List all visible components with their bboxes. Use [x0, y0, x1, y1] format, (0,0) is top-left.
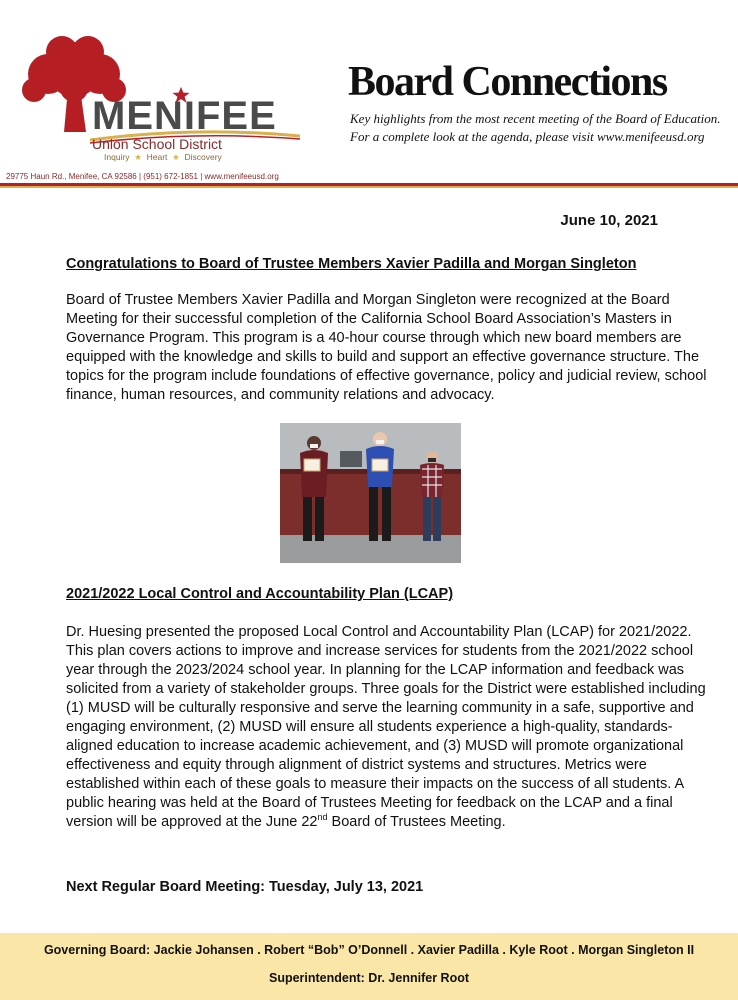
newsletter-tagline: Key highlights from the most recent meeting of the Board of Education. For a complete look at the agenda, please visit www.menifeeusd.org: [350, 111, 721, 144]
lcap-body-superscript: nd: [317, 812, 328, 823]
value-heart: Heart: [146, 152, 168, 162]
footer-banner: [0, 933, 738, 1000]
value-inquiry: Inquiry: [104, 152, 130, 162]
section-body-lcap: [66, 623, 714, 832]
section-heading-lcap: 2021/2022 Local Control and Accountability Plan (LCAP): [66, 586, 454, 602]
value-discovery: Discovery: [184, 152, 222, 162]
superintendent: Superintendent: Dr. Jennifer Root: [268, 971, 469, 985]
board-members-photo-image: [280, 423, 461, 563]
section-body-congratulations: Board of Trustee Members Xavier Padilla and Morgan Singleton were recognized at the Board Meeting for their successful completion of the California School Board Association’s Masters in Governance Program. This program is a 40-hour course through which new board members are equipped with the knowledge and skills to build and support an effective governance structure. The topics for the program include foundations of effective governance, policy and judicial review, school finance, human resources, and community relations and advocacy.: [66, 292, 707, 403]
newsletter-title: Board Connections: [348, 59, 667, 105]
logo-values: Inquiry ★ Heart ★ Discovery: [104, 152, 222, 162]
board-members-photo: [280, 423, 461, 563]
header-rule-gold: [0, 186, 738, 188]
next-meeting: Next Regular Board Meeting: Tuesday, July 13, 2021: [66, 879, 424, 895]
lcap-body-text: Dr. Huesing presented the proposed Local Control and Accountability Plan (LCAP) for 2021/2022. This plan covers actions to improve and increase services for students from the 2021/2022 school year through the 2023/2024 school year. In planning for the LCAP information and feedback was solicited from a variety of stakeholder groups. Three goals for the District were established including (1) MUSD will be culturally responsive and serve the learning community in a safe, supportive and engaging environment, (2) MUSD will ensure all students experience a high-quality, standards-aligned education to increase academic achievement, and (3) MUSD will promote organizational effectiveness and equity through alignment of district systems and structures. Metrics were established within each of these goals to measure their impacts on the success of all students. A public hearing was held at the Board of Trustees Meeting for feedback on the LCAP and a final version will be approved at the June 22: [66, 624, 706, 830]
governing-board-list: Governing Board: Jackie Johansen . Robert “Bob” O’Donnell . Xavier Padilla . Kyle Root . Morgan Singleton II: [43, 943, 695, 957]
issue-date: June 10, 2021: [560, 212, 658, 229]
masthead: [0, 0, 738, 190]
logo-district-name: Union School District: [92, 136, 222, 152]
lcap-body-end: Board of Trustees Meeting.: [327, 814, 506, 830]
district-address: 29775 Haun Rd., Menifee, CA 92586 | (951) 672-1851 | www.menifeeusd.org: [6, 172, 279, 181]
section-heading-congratulations: Congratulations to Board of Trustee Members Xavier Padilla and Morgan Singleton: [66, 256, 637, 272]
logo-wordmark: MENIFEE: [92, 94, 277, 138]
